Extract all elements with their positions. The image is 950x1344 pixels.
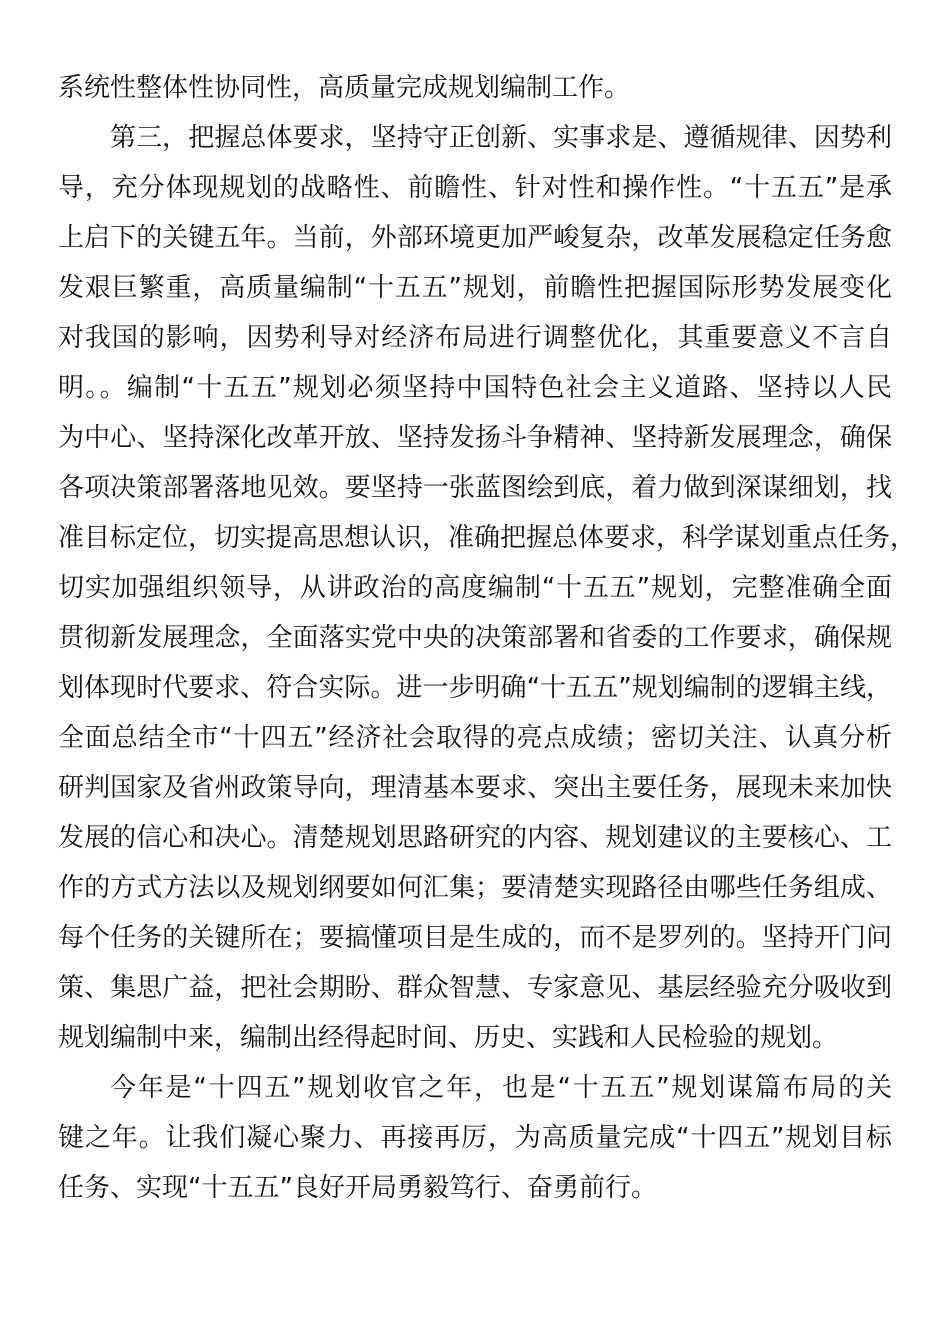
text-line: 键之年。让我们凝心聚力、再接再厉，为高质量完成“十四五”规划目标 bbox=[58, 1123, 892, 1153]
text-line: 研判国家及省州政策导向，理清基本要求、突出主要任务，展现未来加快 bbox=[58, 773, 892, 803]
text-line: 各项决策部署落地见效。要坚持一张蓝图绘到底，着力做到深谋细划，找 bbox=[58, 473, 892, 503]
text-line: 切实加强组织领导，从讲政治的高度编制“十五五”规划，完整准确全面 bbox=[58, 573, 892, 603]
text-line: 贯彻新发展理念，全面落实党中央的决策部署和省委的工作要求，确保规 bbox=[58, 623, 892, 653]
text-line: 全面总结全市“十四五”经济社会取得的亮点成绩；密切关注、认真分析 bbox=[58, 723, 892, 753]
text-line: 任务、实现“十五五”良好开局勇毅笃行、奋勇前行。 bbox=[58, 1173, 657, 1203]
text-line: 规划编制中来，编制出经得起时间、历史、实践和人民检验的规划。 bbox=[58, 1023, 839, 1053]
paragraph-main bbox=[58, 113, 917, 1063]
text-line: 发艰巨繁重，高质量编制“十五五”规划，前瞻性把握国际形势发展变化 bbox=[58, 273, 892, 303]
text-line: 发展的信心和决心。清楚规划思路研究的内容、规划建议的主要核心、工 bbox=[58, 823, 892, 853]
text-line: 策、集思广益，把社会期盼、群众智慧、专家意见、基层经验充分吸收到 bbox=[58, 973, 892, 1003]
text-line: 每个任务的关键所在；要搞懂项目是生成的，而不是罗列的。坚持开门问 bbox=[58, 923, 892, 953]
text-line: 作的方式方法以及规划纲要如何汇集；要清楚实现路径由哪些任务组成、 bbox=[58, 873, 892, 903]
paragraph-closing bbox=[58, 1063, 892, 1213]
text-line: 明。。编制“十五五”规划必须坚持中国特色社会主义道路、坚持以人民 bbox=[58, 373, 892, 403]
paragraph-continuation bbox=[58, 63, 892, 113]
text-line: 上启下的关键五年。当前，外部环境更加严峻复杂，改革发展稳定任务愈 bbox=[58, 223, 892, 253]
text-line: 准目标定位，切实提高思想认识，准确把握总体要求，科学谋划重点任务， bbox=[58, 523, 917, 553]
text-line: 导，充分体现规划的战略性、前瞻性、针对性和操作性。“十五五”是承 bbox=[58, 173, 892, 203]
text-line: 划体现时代要求、符合实际。进一步明确“十五五”规划编制的逻辑主线， bbox=[58, 673, 892, 703]
text-line: 系统性整体性协同性，高质量完成规划编制工作。 bbox=[58, 73, 631, 103]
text-line: 为中心、坚持深化改革开放、坚持发扬斗争精神、坚持新发展理念，确保 bbox=[58, 423, 892, 453]
text-line: 今年是“十四五”规划收官之年，也是“十五五”规划谋篇布局的关 bbox=[110, 1073, 892, 1103]
text-line: 对我国的影响，因势利导对经济布局进行调整优化，其重要意义不言自 bbox=[58, 323, 892, 353]
text-line: 第三，把握总体要求，坚持守正创新、实事求是、遵循规律、因势利 bbox=[110, 123, 892, 153]
